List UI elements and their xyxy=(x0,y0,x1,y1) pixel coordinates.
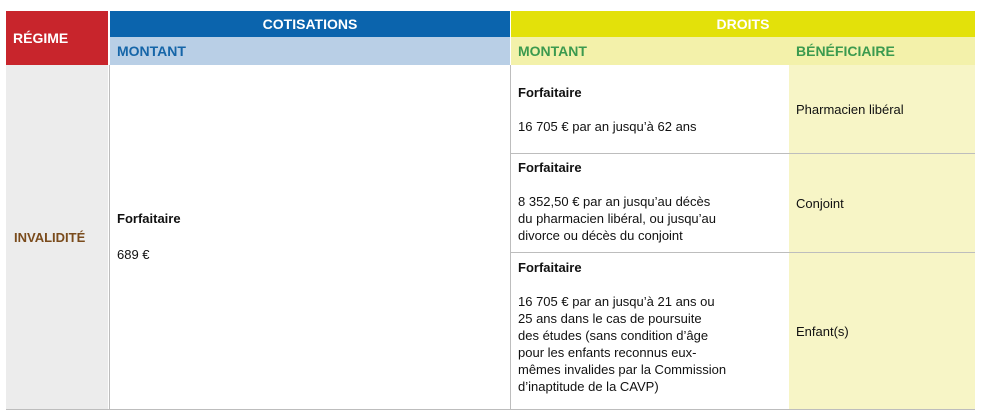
column-divider xyxy=(109,65,110,409)
beneficiaire-header: BÉNÉFICIAIRE xyxy=(789,37,975,65)
regime-cell xyxy=(6,65,108,409)
cotisation-type: Forfaitaire xyxy=(117,211,181,226)
droit-line: 16 705 € par an jusqu’à 21 ans ou xyxy=(518,294,715,309)
cotisations-montant-header: MONTANT xyxy=(110,37,510,65)
droit-type: Forfaitaire xyxy=(518,260,582,275)
droit-row-2 xyxy=(511,154,789,252)
droit-line: 8 352,50 € par an jusqu’au décès xyxy=(518,194,711,209)
droit-line: du pharmacien libéral, ou jusqu’au xyxy=(518,211,717,226)
droit-line: pour les enfants reconnus eux- xyxy=(518,345,697,360)
droit-type: Forfaitaire xyxy=(518,160,582,175)
droit-line: 16 705 € par an jusqu’à 62 ans xyxy=(518,119,697,134)
droit-line: 25 ans dans le cas de poursuite xyxy=(518,311,702,326)
droit-line: divorce ou décès du conjoint xyxy=(518,228,683,243)
row-divider xyxy=(511,252,975,253)
droit-row-3 xyxy=(511,253,789,409)
beneficiaire-row-1 xyxy=(789,65,975,153)
droit-type: Forfaitaire xyxy=(518,85,582,100)
beneficiaire-label: Enfant(s) xyxy=(796,323,849,339)
droit-row-1 xyxy=(511,65,789,153)
cotisation-amount: 689 € xyxy=(117,247,150,262)
droit-line: des études (sans condition d’âge xyxy=(518,328,709,343)
droit-line: d’inaptitude de la CAVP) xyxy=(518,379,659,394)
table-bottom-border xyxy=(6,409,975,410)
regime-label: INVALIDITÉ xyxy=(14,229,86,245)
column-divider xyxy=(510,65,511,409)
cotisation-cell xyxy=(110,65,510,409)
beneficiaire-label: Pharmacien libéral xyxy=(796,101,904,117)
droits-montant-header: MONTANT xyxy=(511,37,789,65)
regime-header: RÉGIME xyxy=(6,11,108,65)
row-divider xyxy=(511,153,975,154)
droits-header: DROITS xyxy=(511,11,975,37)
beneficiaire-row-3 xyxy=(789,253,975,409)
cotisations-header: COTISATIONS xyxy=(110,11,510,37)
beneficiaire-row-2 xyxy=(789,154,975,252)
droit-line: mêmes invalides par la Commission xyxy=(518,362,727,377)
beneficiaire-label: Conjoint xyxy=(796,195,844,211)
